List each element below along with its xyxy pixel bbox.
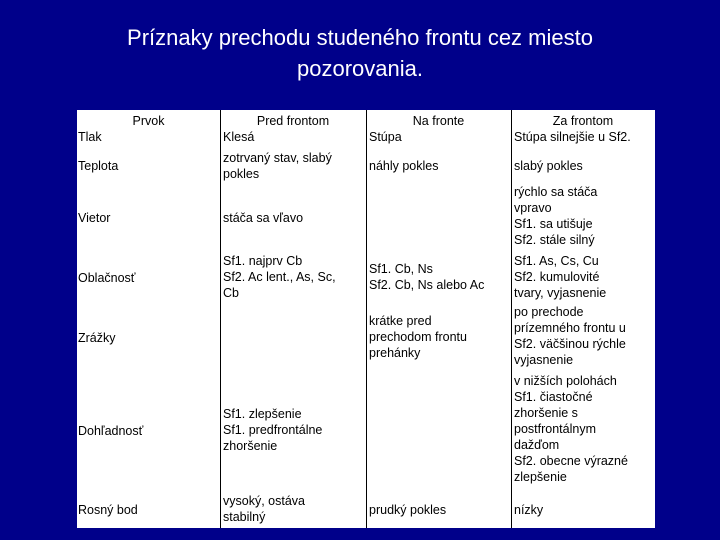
column-divider bbox=[511, 110, 512, 528]
cell-at-line: náhly pokles bbox=[369, 159, 439, 173]
cell-at-line: prudký pokles bbox=[369, 503, 447, 517]
cell-after-line: Sf2. väčšinou rýchle bbox=[514, 337, 626, 351]
cell-before-line: Sf1. predfrontálne bbox=[223, 423, 323, 437]
header-prvok: Prvok bbox=[132, 114, 165, 128]
cell-before-line: stabilný bbox=[223, 510, 266, 524]
cell-before-line: vysoký, ostáva bbox=[223, 494, 305, 508]
cell-element: Oblačnosť bbox=[78, 271, 136, 285]
cell-after-line: nízky bbox=[514, 503, 544, 517]
cell-before-line: Klesá bbox=[223, 130, 255, 144]
cell-before-line: Cb bbox=[223, 286, 239, 300]
column-divider bbox=[366, 110, 367, 528]
slide-title-line-2: pozorovania. bbox=[297, 56, 423, 81]
cell-before-line: Sf1. zlepšenie bbox=[223, 407, 302, 421]
cell-at-line: Stúpa bbox=[369, 130, 402, 144]
cell-after-line: zlepšenie bbox=[514, 470, 567, 484]
cell-after-line: v nižších polohách bbox=[514, 374, 617, 388]
cell-before-line: zhoršenie bbox=[223, 439, 278, 453]
cell-after-line: zhoršenie s bbox=[514, 406, 578, 420]
header-pred-frontom: Pred frontom bbox=[256, 114, 330, 128]
cell-before-line: Sf1. najprv Cb bbox=[223, 254, 303, 268]
cell-before-line: Sf2. Ac lent., As, Sc, bbox=[223, 270, 336, 284]
cell-after-line: po prechode bbox=[514, 305, 584, 319]
cell-after-line: vpravo bbox=[514, 201, 552, 215]
cell-after-line: Sf1. sa utišuje bbox=[514, 217, 593, 231]
cell-before-line: stáča sa vľavo bbox=[223, 211, 304, 225]
cell-element: Dohľadnosť bbox=[78, 424, 144, 438]
cell-at-line: Sf2. Cb, Ns alebo Ac bbox=[369, 278, 485, 292]
cell-element: Rosný bod bbox=[78, 503, 138, 517]
cell-after-line: Stúpa silnejšie u Sf2. bbox=[514, 130, 631, 144]
cell-element: Tlak bbox=[78, 130, 102, 144]
cell-element: Teplota bbox=[78, 159, 119, 173]
cell-at-line: prehánky bbox=[369, 346, 421, 360]
cell-after-line: prízemného frontu u bbox=[514, 321, 626, 335]
cell-at-line: krátke pred bbox=[369, 314, 432, 328]
column-divider bbox=[220, 110, 221, 528]
cell-after-line: Sf1. čiastočné bbox=[514, 390, 593, 404]
cell-at-line: Sf1. Cb, Ns bbox=[369, 262, 433, 276]
symptoms-table bbox=[77, 110, 655, 528]
cell-after-line: postfrontálnym bbox=[514, 422, 596, 436]
cell-before-line: zotrvaný stav, slabý bbox=[223, 151, 332, 165]
cell-after-line: Sf2. kumulovité bbox=[514, 270, 600, 284]
cell-element: Vietor bbox=[78, 211, 111, 225]
cell-before-line: pokles bbox=[223, 167, 260, 181]
cell-after-line: Sf2. obecne výrazné bbox=[514, 454, 628, 468]
cell-after-line: tvary, vyjasnenie bbox=[514, 286, 607, 300]
cell-at-line: prechodom frontu bbox=[369, 330, 467, 344]
cell-element: Zrážky bbox=[78, 331, 116, 345]
header-za-frontom: Za frontom bbox=[552, 114, 614, 128]
header-na-fronte: Na fronte bbox=[412, 114, 465, 128]
slide-title-line-1: Príznaky prechodu studeného frontu cez miesto bbox=[127, 25, 593, 50]
cell-after-line: Sf2. stále silný bbox=[514, 233, 595, 247]
slide-title bbox=[0, 22, 720, 84]
cell-after-line: Sf1. As, Cs, Cu bbox=[514, 254, 599, 268]
cell-after-line: vyjasnenie bbox=[514, 353, 574, 367]
cell-after-line: dažďom bbox=[514, 438, 560, 452]
cell-after-line: rýchlo sa stáča bbox=[514, 185, 598, 199]
cell-after-line: slabý pokles bbox=[514, 159, 583, 173]
